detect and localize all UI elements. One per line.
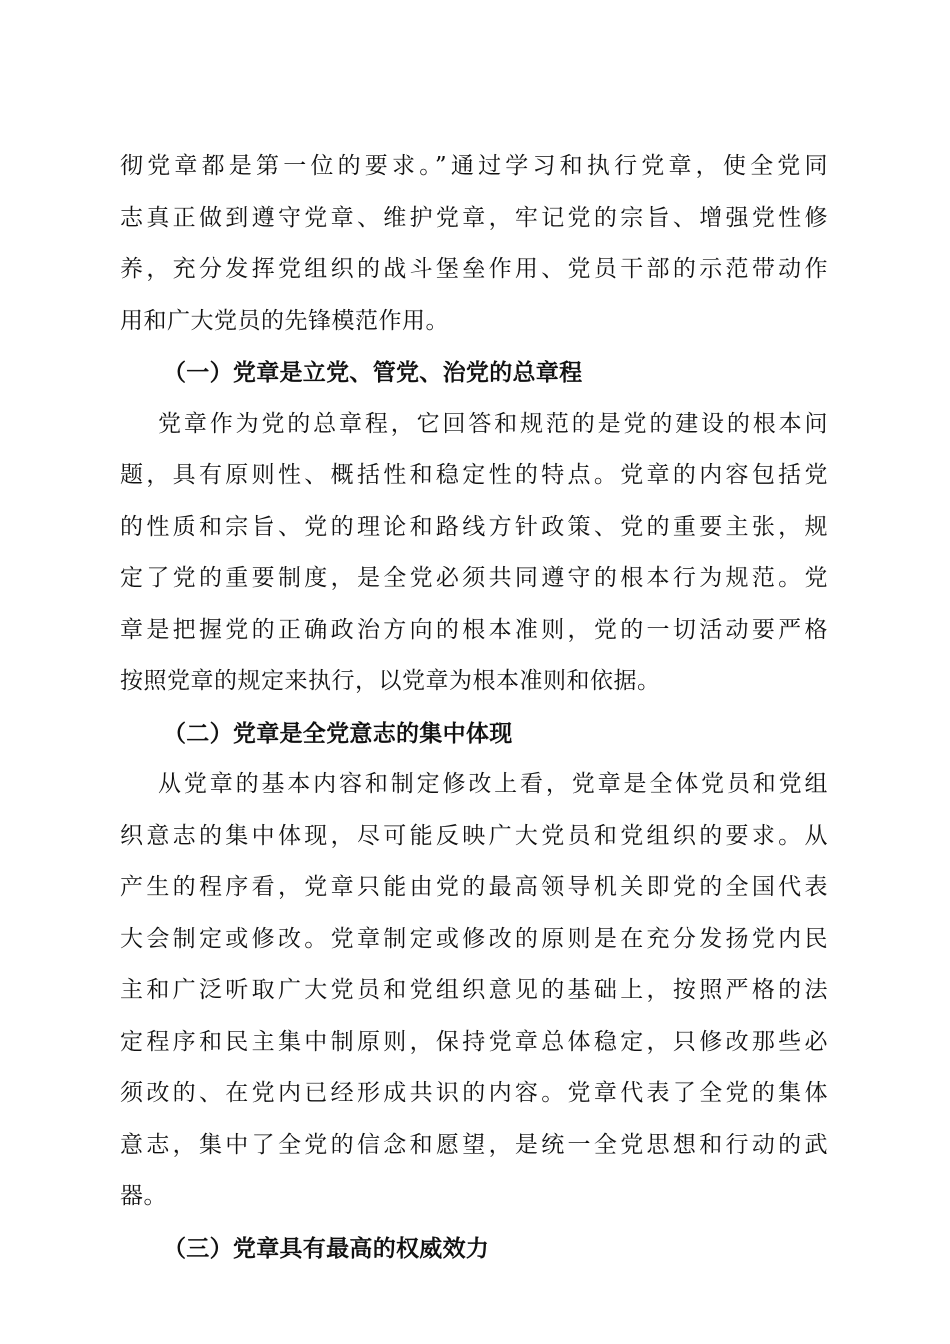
text-line: 定了党的重要制度，是全党必须共同遵守的根本行为规范。党 — [120, 565, 828, 591]
document-body — [120, 141, 828, 1274]
text-line: 章是把握党的正确政治方向的根本准则，党的一切活动要严格 — [120, 616, 828, 643]
text-line: 大会制定或修改。党章制定或修改的原则是在充分发扬党内民 — [120, 925, 828, 952]
text-line: 题，具有原则性、概括性和稳定性的特点。党章的内容包括党 — [120, 462, 828, 488]
text-line: 的性质和宗旨、党的理论和路线方针政策、党的重要主张，规 — [120, 513, 828, 540]
text-line: 定程序和民主集中制原则，保持党章总体稳定，只修改那些必 — [120, 1028, 828, 1055]
text-line: 志真正做到遵守党章、维护党章，牢记党的宗旨、增强党性修 — [120, 204, 828, 231]
text-line: 从党章的基本内容和制定修改上看，党章是全体党员和党组 — [158, 771, 828, 797]
text-line: 织意志的集中体现，尽可能反映广大党员和党组织的要求。从 — [120, 822, 828, 849]
text-line: 器。 — [120, 1183, 167, 1209]
text-line: 党章作为党的总章程，它回答和规范的是党的建设的根本问 — [158, 410, 828, 437]
text-line: 按照党章的规定来执行，以党章为根本准则和依据。 — [120, 668, 661, 694]
section-heading-3: （三）党章具有最高的权威效力 — [163, 1234, 490, 1262]
text-line: 产生的程序看，党章只能由党的最高领导机关即党的全国代表 — [120, 874, 828, 900]
text-line: 养，充分发挥党组织的战斗堡垒作用、党员干部的示范带动作 — [120, 256, 828, 282]
section-heading-1: （一）党章是立党、管党、治党的总章程 — [163, 359, 583, 386]
section-heading-2: （二）党章是全党意志的集中体现 — [163, 719, 513, 747]
text-line: 主和广泛听取广大党员和党组织意见的基础上，按照严格的法 — [120, 977, 828, 1003]
text-line: 用和广大党员的先锋模范作用。 — [120, 307, 449, 334]
text-line: 彻党章都是第一位的要求。”通过学习和执行党章，使全党同 — [120, 153, 828, 179]
text-line: 意志，集中了全党的信念和愿望，是统一全党思想和行动的武 — [120, 1131, 828, 1158]
text-line: 须改的、在党内已经形成共识的内容。党章代表了全党的集体 — [120, 1080, 828, 1106]
